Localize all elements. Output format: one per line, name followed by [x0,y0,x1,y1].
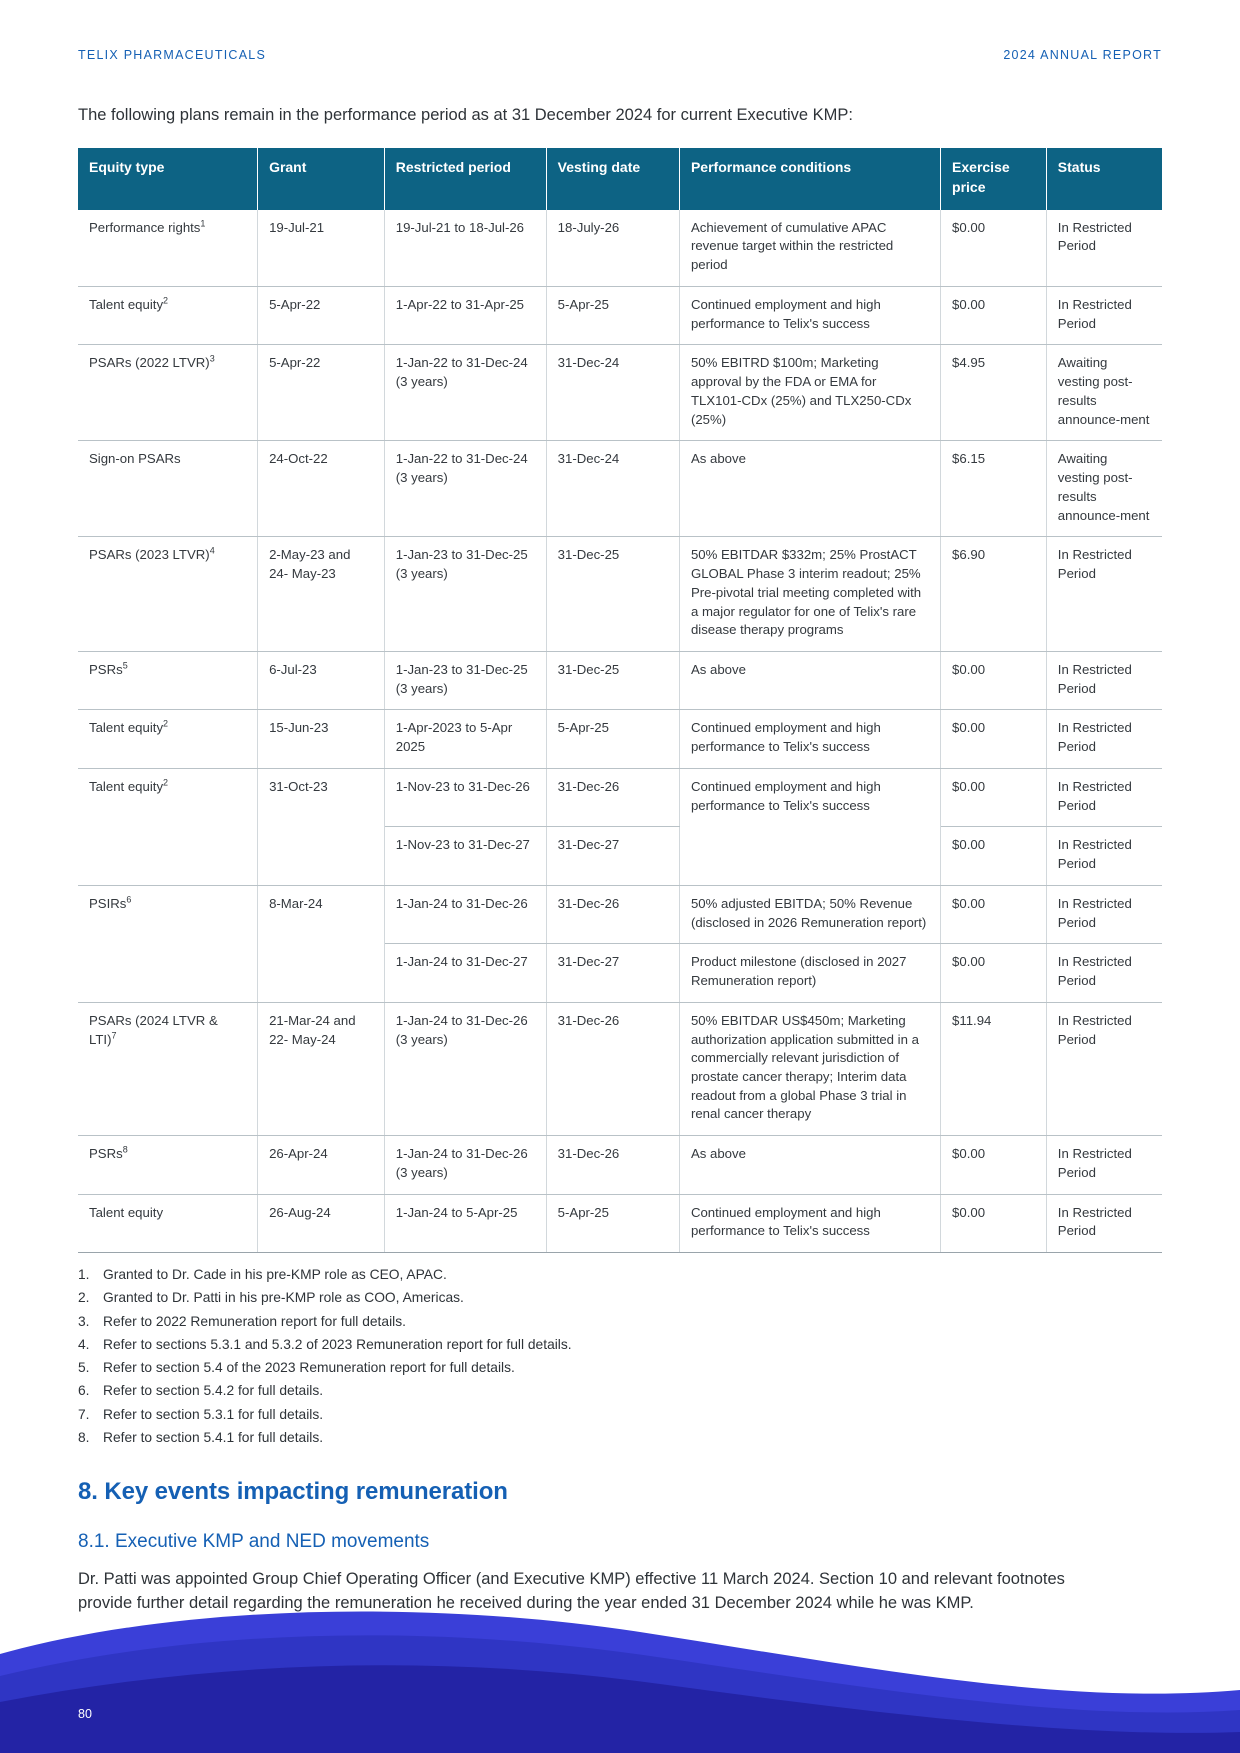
cell-equity-type: PSARs (2023 LTVR)$^4$ [78,537,258,652]
section-heading: 8. Key events impacting remuneration [78,1478,508,1505]
table-row [78,537,1162,652]
cell-performance-conditions: 50% adjusted EBITDA; 50% Revenue (disclosed in 2026 Remuneration report) [679,885,940,943]
cell-grant: 5-Apr-22 [258,286,385,344]
page-number: 80 [78,1707,92,1721]
footnote-marker: 1 [200,218,206,229]
cell-vesting-date: 31-Dec-25 [546,537,679,652]
cell-status: In Restricted Period [1046,210,1162,287]
cell-grant: 5-Apr-22 [258,345,385,441]
cell-grant: 26-Apr-24 [258,1136,385,1194]
footnote-number: 6. [78,1383,90,1399]
footnote-text: Refer to section 5.4 of the 2023 Remuneration report for full details. [103,1360,515,1376]
cell-restricted-period: 1-Jan-22 to 31-Dec-24 (3 years) [384,441,546,537]
cell-vesting-date: 31-Dec-26 [546,768,679,826]
footnote-number: 4. [78,1336,90,1352]
cell-exercise-price: $0.00 [941,710,1047,768]
cell-vesting-date: 31-Dec-26 [546,1136,679,1194]
cell-exercise-price: $6.15 [941,441,1047,537]
cell-vesting-date: 31-Dec-27 [546,944,679,1002]
subsection-heading: 8.1. Executive KMP and NED movements [78,1531,430,1552]
table-row [78,210,1162,287]
cell-exercise-price: $11.94 [941,1002,1047,1135]
col-performance-conditions: Performance conditions [679,148,940,210]
cell-grant: 24-Oct-22 [258,441,385,537]
cell-performance-conditions: Continued employment and high performance to Telix's success [679,1194,940,1252]
footnote-text: Refer to 2022 Remuneration report for full details. [103,1313,406,1329]
cell-status: In Restricted Period [1046,286,1162,344]
running-header-right: 2024 ANNUAL REPORT [1003,48,1162,62]
footnote-item [78,1291,1160,1305]
cell-status: In Restricted Period [1046,827,1162,885]
footnote-item [78,1361,1160,1375]
cell-equity-type: Talent equity$^2$ [78,286,258,344]
cell-performance-conditions: Product milestone (disclosed in 2027 Remuneration report) [679,944,940,1002]
cell-vesting-date: 5-Apr-25 [546,1194,679,1252]
intro-paragraph: The following plans remain in the performance period as at 31 December 2024 for current Executive KMP: [78,106,853,124]
cell-equity-type: Talent equity [78,1194,258,1252]
footnote-text: Refer to section 5.3.1 for full details. [103,1406,324,1422]
cell-equity-type: PSARs (2024 LTVR & LTI)$^7$ [78,1002,258,1135]
table-row [78,286,1162,344]
cell-equity-type: PSRs$^5$ [78,651,258,709]
footnote-number: 7. [78,1406,90,1422]
cell-restricted-period: 1-Nov-23 to 31-Dec-26 [384,768,546,826]
table-row [78,441,1162,537]
footnote-text: Refer to section 5.4.2 for full details. [103,1383,324,1399]
footnote-marker: 3 [209,354,215,365]
table-body [78,210,1162,1253]
cell-vesting-date: 31-Dec-27 [546,827,679,885]
table-row [78,1002,1162,1135]
cell-exercise-price: $0.00 [941,210,1047,287]
footnote-number: 3. [78,1313,90,1329]
cell-exercise-price: $0.00 [941,1136,1047,1194]
cell-vesting-date: 5-Apr-25 [546,286,679,344]
equity-plans-table [78,148,1162,1253]
cell-exercise-price: $4.95 [941,345,1047,441]
cell-equity-type: Performance rights$^1$ [78,210,258,287]
equity-plans-table-wrap [78,148,1162,1253]
cell-vesting-date: 18-July-26 [546,210,679,287]
cell-equity-type: Talent equity$^2$ [78,710,258,768]
cell-vesting-date: 31-Dec-26 [546,885,679,943]
footnote-item [78,1408,1160,1422]
footnote-marker: 7 [111,1030,117,1041]
cell-status: In Restricted Period [1046,537,1162,652]
cell-restricted-period: 19-Jul-21 to 18-Jul-26 [384,210,546,287]
cell-exercise-price: $0.00 [941,768,1047,826]
footnote-text: Granted to Dr. Cade in his pre-KMP role as CEO, APAC. [103,1267,447,1282]
cell-exercise-price: $0.00 [941,651,1047,709]
cell-restricted-period: 1-Jan-24 to 31-Dec-26 [384,885,546,943]
footnote-item [78,1431,1160,1445]
footnote-text: Granted to Dr. Patti in his pre-KMP role as COO, Americas. [103,1290,464,1306]
cell-restricted-period: 1-Apr-22 to 31-Apr-25 [384,286,546,344]
cell-restricted-period: 1-Jan-23 to 31-Dec-25 (3 years) [384,537,546,652]
cell-exercise-price: $0.00 [941,286,1047,344]
cell-restricted-period: 1-Jan-24 to 31-Dec-26 (3 years) [384,1002,546,1135]
footnote-marker: 5 [122,660,128,671]
footnote-number: 1. [78,1267,90,1282]
footnote-number: 5. [78,1360,90,1376]
footnote-marker: 2 [163,777,169,788]
cell-grant: 31-Oct-23 [258,768,385,885]
cell-vesting-date: 31-Dec-26 [546,1002,679,1135]
footnote-item [78,1384,1160,1398]
table-header [78,148,1162,210]
cell-exercise-price: $0.00 [941,827,1047,885]
footnote-item [78,1315,1160,1329]
cell-grant: 2-May-23 and 24- May-23 [258,537,385,652]
cell-equity-type: PSARs (2022 LTVR)$^3$ [78,345,258,441]
cell-exercise-price: $0.00 [941,1194,1047,1252]
running-header-left: TELIX PHARMACEUTICALS [78,48,267,62]
cell-equity-type: Talent equity$^2$ [78,768,258,885]
footer-wave-decoration [0,1598,1240,1753]
cell-exercise-price: $0.00 [941,944,1047,1002]
cell-vesting-date: 31-Dec-24 [546,441,679,537]
cell-restricted-period: 1-Jan-24 to 31-Dec-26 (3 years) [384,1136,546,1194]
footnote-marker: 2 [163,719,169,730]
cell-grant: 21-Mar-24 and 22- May-24 [258,1002,385,1135]
cell-grant: 6-Jul-23 [258,651,385,709]
cell-performance-conditions: Continued employment and high performance to Telix's success [679,286,940,344]
cell-vesting-date: 5-Apr-25 [546,710,679,768]
cell-equity-type: PSRs$^8$ [78,1136,258,1194]
footnote-number: 2. [78,1290,90,1306]
table-row [78,885,1162,943]
cell-performance-conditions: 50% EBITDAR US$450m; Marketing authorization application submitted in a commercially relevant jurisdiction of prostate cancer therapy; Interim data readout from a global Phase 3 trial in renal cancer therapy [679,1002,940,1135]
cell-grant: 26-Aug-24 [258,1194,385,1252]
col-vesting-date: Vesting date [546,148,679,210]
footnote-number: 8. [78,1430,90,1446]
footnote-marker: 8 [122,1144,128,1155]
col-restricted-period: Restricted period [384,148,546,210]
cell-vesting-date: 31-Dec-25 [546,651,679,709]
footnote-marker: 6 [126,894,132,905]
cell-restricted-period: 1-Jan-24 to 5-Apr-25 [384,1194,546,1252]
cell-status: In Restricted Period [1046,651,1162,709]
cell-performance-conditions: As above [679,441,940,537]
cell-performance-conditions: Continued employment and high performance to Telix's success [679,768,940,885]
table-row [78,345,1162,441]
cell-equity-type: PSIRs$^6$ [78,885,258,1002]
cell-performance-conditions: As above [679,1136,940,1194]
cell-performance-conditions: Achievement of cumulative APAC revenue target within the restricted period [679,210,940,287]
col-status: Status [1046,148,1162,210]
cell-status: In Restricted Period [1046,944,1162,1002]
table-row [78,1136,1162,1194]
footnote-item [78,1338,1160,1352]
cell-grant: 15-Jun-23 [258,710,385,768]
table-row [78,1194,1162,1252]
cell-restricted-period: 1-Jan-23 to 31-Dec-25 (3 years) [384,651,546,709]
cell-exercise-price: $0.00 [941,885,1047,943]
running-header [78,48,1162,62]
section-paragraph: Dr. Patti was appointed Group Chief Operating Officer (and Executive KMP) effective 11 March 2024. Section 10 and relevant footnotes provide further detail regarding the remuneration he received during the year ended 31 December 2024 while he was KMP. [78,1570,1065,1613]
cell-equity-type: Sign-on PSARs [78,441,258,537]
cell-status: In Restricted Period [1046,710,1162,768]
table-row [78,768,1162,826]
table-header-row [78,148,1162,210]
cell-restricted-period: 1-Jan-24 to 31-Dec-27 [384,944,546,1002]
cell-status: In Restricted Period [1046,1136,1162,1194]
footnotes [78,1268,1160,1454]
table-row [78,710,1162,768]
col-exercise-price: Exercise price [941,148,1047,210]
cell-status: Awaiting vesting post-results announce-ment [1046,345,1162,441]
cell-status: Awaiting vesting post-results announce-ment [1046,441,1162,537]
col-grant: Grant [258,148,385,210]
cell-status: In Restricted Period [1046,1002,1162,1135]
footnote-marker: 2 [163,295,169,306]
cell-status: In Restricted Period [1046,768,1162,826]
cell-restricted-period: 1-Nov-23 to 31-Dec-27 [384,827,546,885]
cell-performance-conditions: 50% EBITDAR $332m; 25% ProstACT GLOBAL Phase 3 interim readout; 25% Pre-pivotal trial meeting completed with a major regulator for one of Telix's rare disease therapy programs [679,537,940,652]
cell-status: In Restricted Period [1046,1194,1162,1252]
cell-performance-conditions: 50% EBITRD $100m; Marketing approval by the FDA or EMA for TLX101-CDx (25%) and TLX250-CDx (25%) [679,345,940,441]
cell-restricted-period: 1-Apr-2023 to 5-Apr 2025 [384,710,546,768]
cell-grant: 8-Mar-24 [258,885,385,1002]
cell-performance-conditions: As above [679,651,940,709]
footnote-marker: 4 [209,545,215,556]
cell-status: In Restricted Period [1046,885,1162,943]
footnote-text: Refer to section 5.4.1 for full details. [103,1430,324,1446]
footnote-item [78,1268,1160,1282]
footnote-text: Refer to sections 5.3.1 and 5.3.2 of 2023 Remuneration report for full details. [103,1336,572,1352]
cell-grant: 19-Jul-21 [258,210,385,287]
cell-vesting-date: 31-Dec-24 [546,345,679,441]
col-equity-type: Equity type [78,148,258,210]
table-row [78,651,1162,709]
cell-exercise-price: $6.90 [941,537,1047,652]
cell-restricted-period: 1-Jan-22 to 31-Dec-24 (3 years) [384,345,546,441]
cell-performance-conditions: Continued employment and high performance to Telix's success [679,710,940,768]
